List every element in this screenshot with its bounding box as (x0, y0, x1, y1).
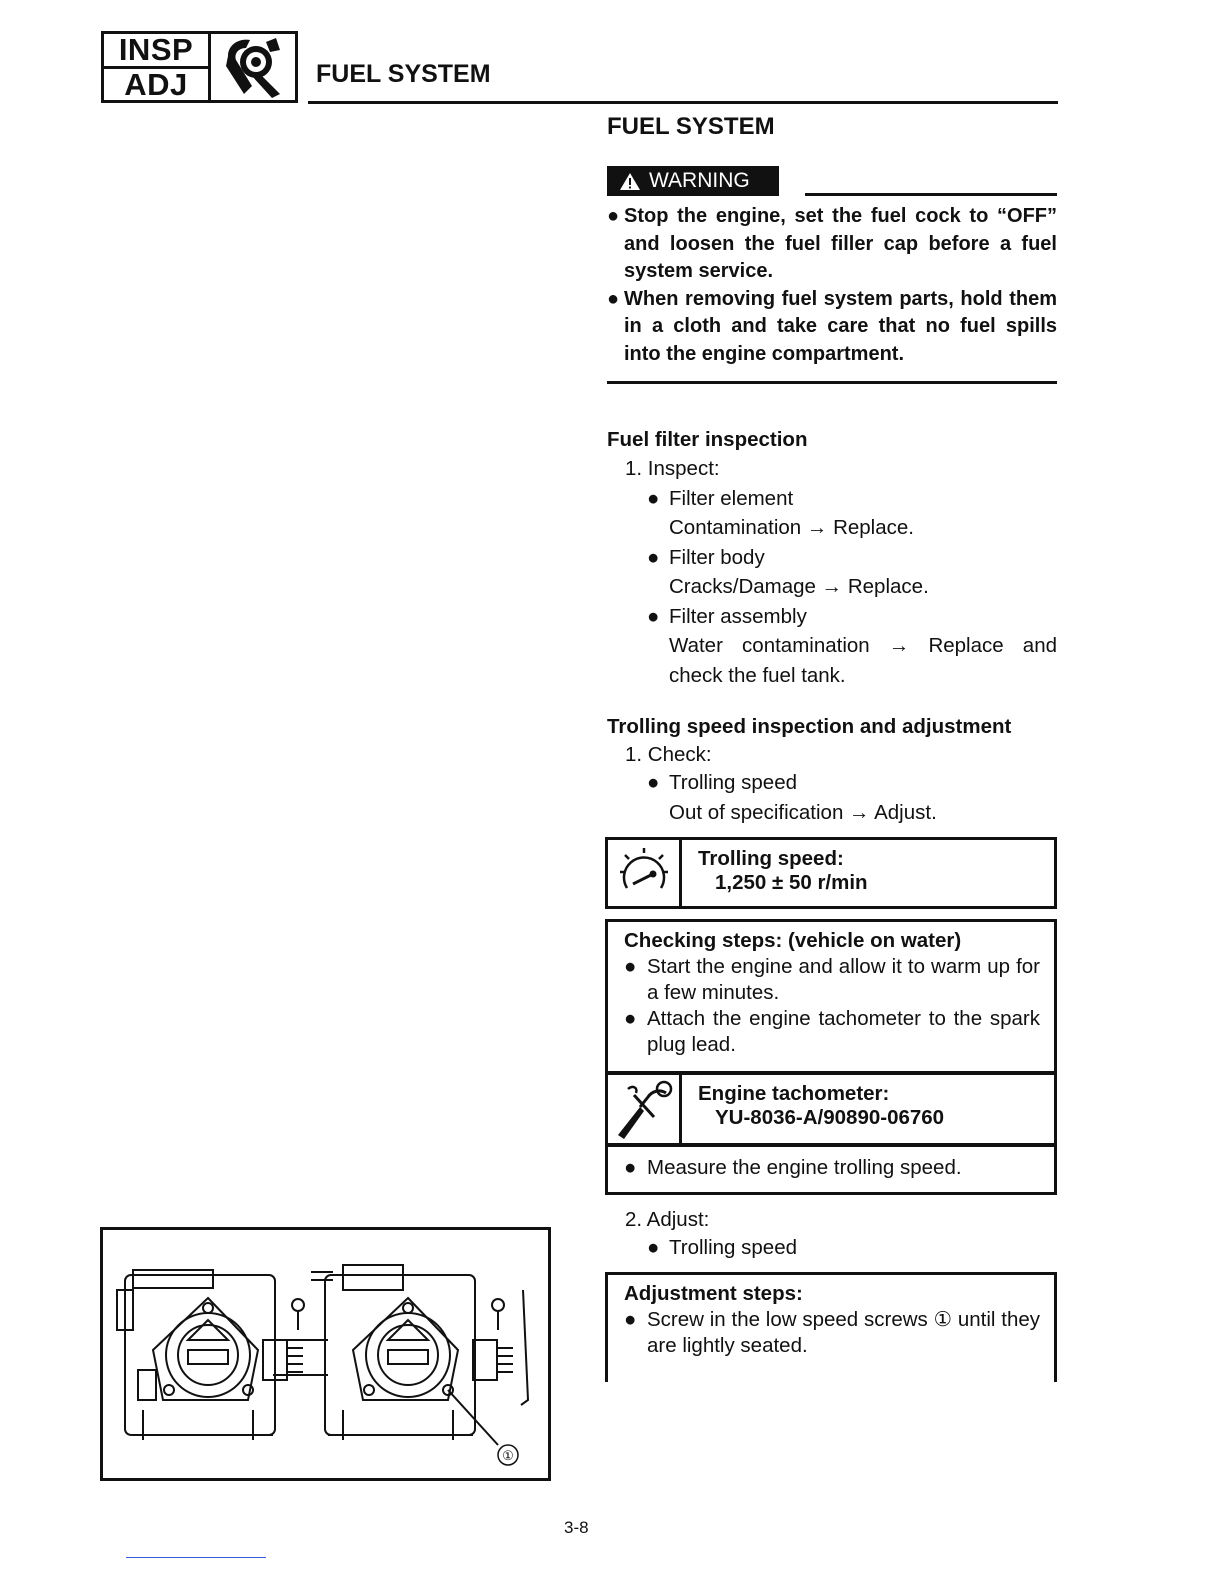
inspect-step: 1. Inspect: (625, 457, 720, 480)
list-item-detail: Contamination → Replace. (669, 516, 914, 539)
special-tool-icon (608, 1075, 682, 1143)
checking-steps-box (605, 919, 1057, 1074)
warning-item: ● When removing fuel system parts, hold them in a cloth and take care that no fuel spills into the engine compartment. (607, 287, 1057, 365)
carburetor-figure (100, 1227, 551, 1481)
tool-label: Engine tachometer: (698, 1082, 890, 1105)
code-adj: ADJ (124, 66, 188, 102)
warning-badge (607, 166, 779, 196)
list-item: ● Trolling speed (647, 771, 798, 794)
list-item-detail: Cracks/Damage → Replace. (669, 575, 929, 598)
checking-step: ● Attach the engine tachometer to the spark plug lead. (624, 1007, 1040, 1056)
list-item-detail: Water contamination → Replace and check the fuel tank. (669, 634, 1057, 687)
code-insp: INSP (104, 34, 208, 69)
warning-line (805, 193, 1057, 196)
spec-label: Trolling speed: (698, 847, 844, 870)
warning-header (607, 166, 1057, 198)
fuel-filter-heading: Fuel filter inspection (607, 428, 808, 451)
page-number: 3-8 (564, 1518, 589, 1537)
tool-value (682, 1075, 944, 1143)
tool-number: YU-8036-A/90890-06760 (715, 1106, 945, 1129)
section-title: FUEL SYSTEM (607, 113, 775, 140)
tool-box (605, 1072, 1057, 1146)
warning-list (607, 203, 1057, 368)
wrench-gauge-icon (211, 34, 295, 100)
warning-rule (607, 381, 1057, 384)
warning-label: WARNING (649, 169, 750, 192)
measure-box (605, 1144, 1057, 1195)
header-rule (308, 101, 1058, 104)
warning-triangle-icon (619, 172, 641, 191)
spec-value (682, 840, 868, 906)
checking-steps-title: Checking steps: (vehicle on water) (624, 929, 962, 952)
spec-box (605, 837, 1057, 909)
list-item: ● Filter assembly (647, 604, 807, 628)
section-codes (104, 34, 211, 100)
warning-item: ● Stop the engine, set the fuel cock to “OFF” and loosen the fuel filler cap before a fuel system service. (607, 205, 1057, 282)
carburetor-illustration (103, 1230, 548, 1478)
footer-link-line (126, 1557, 266, 1558)
section-badge (101, 31, 298, 103)
tachometer-icon (608, 840, 682, 906)
adjust-step: 2. Adjust: (625, 1208, 710, 1231)
checking-step: ● Start the engine and allow it to warm up for a few minutes. (624, 955, 1040, 1004)
spec-number: 1,250 ± 50 r/min (715, 871, 868, 894)
adjustment-steps-box (605, 1272, 1057, 1382)
trolling-section (607, 713, 1057, 827)
list-item: ● Filter element (647, 486, 794, 510)
list-item: ● Trolling speed (647, 1236, 798, 1259)
figure-callout: ① (502, 1448, 514, 1463)
adjustment-steps-title: Adjustment steps: (624, 1282, 803, 1305)
list-item: ● Filter body (647, 545, 765, 569)
measure-step: ● Measure the engine trolling speed. (624, 1156, 962, 1179)
list-item-detail: Out of specification → Adjust. (669, 800, 937, 824)
trolling-heading: Trolling speed inspection and adjustment (607, 715, 1012, 738)
adjust-section (607, 1206, 1057, 1262)
fuel-filter-section (607, 426, 1057, 690)
check-step: 1. Check: (625, 743, 712, 766)
adjustment-step: ● Screw in the low speed screws ① until they are lightly seated. (624, 1308, 1040, 1357)
header-title: FUEL SYSTEM (316, 60, 491, 88)
